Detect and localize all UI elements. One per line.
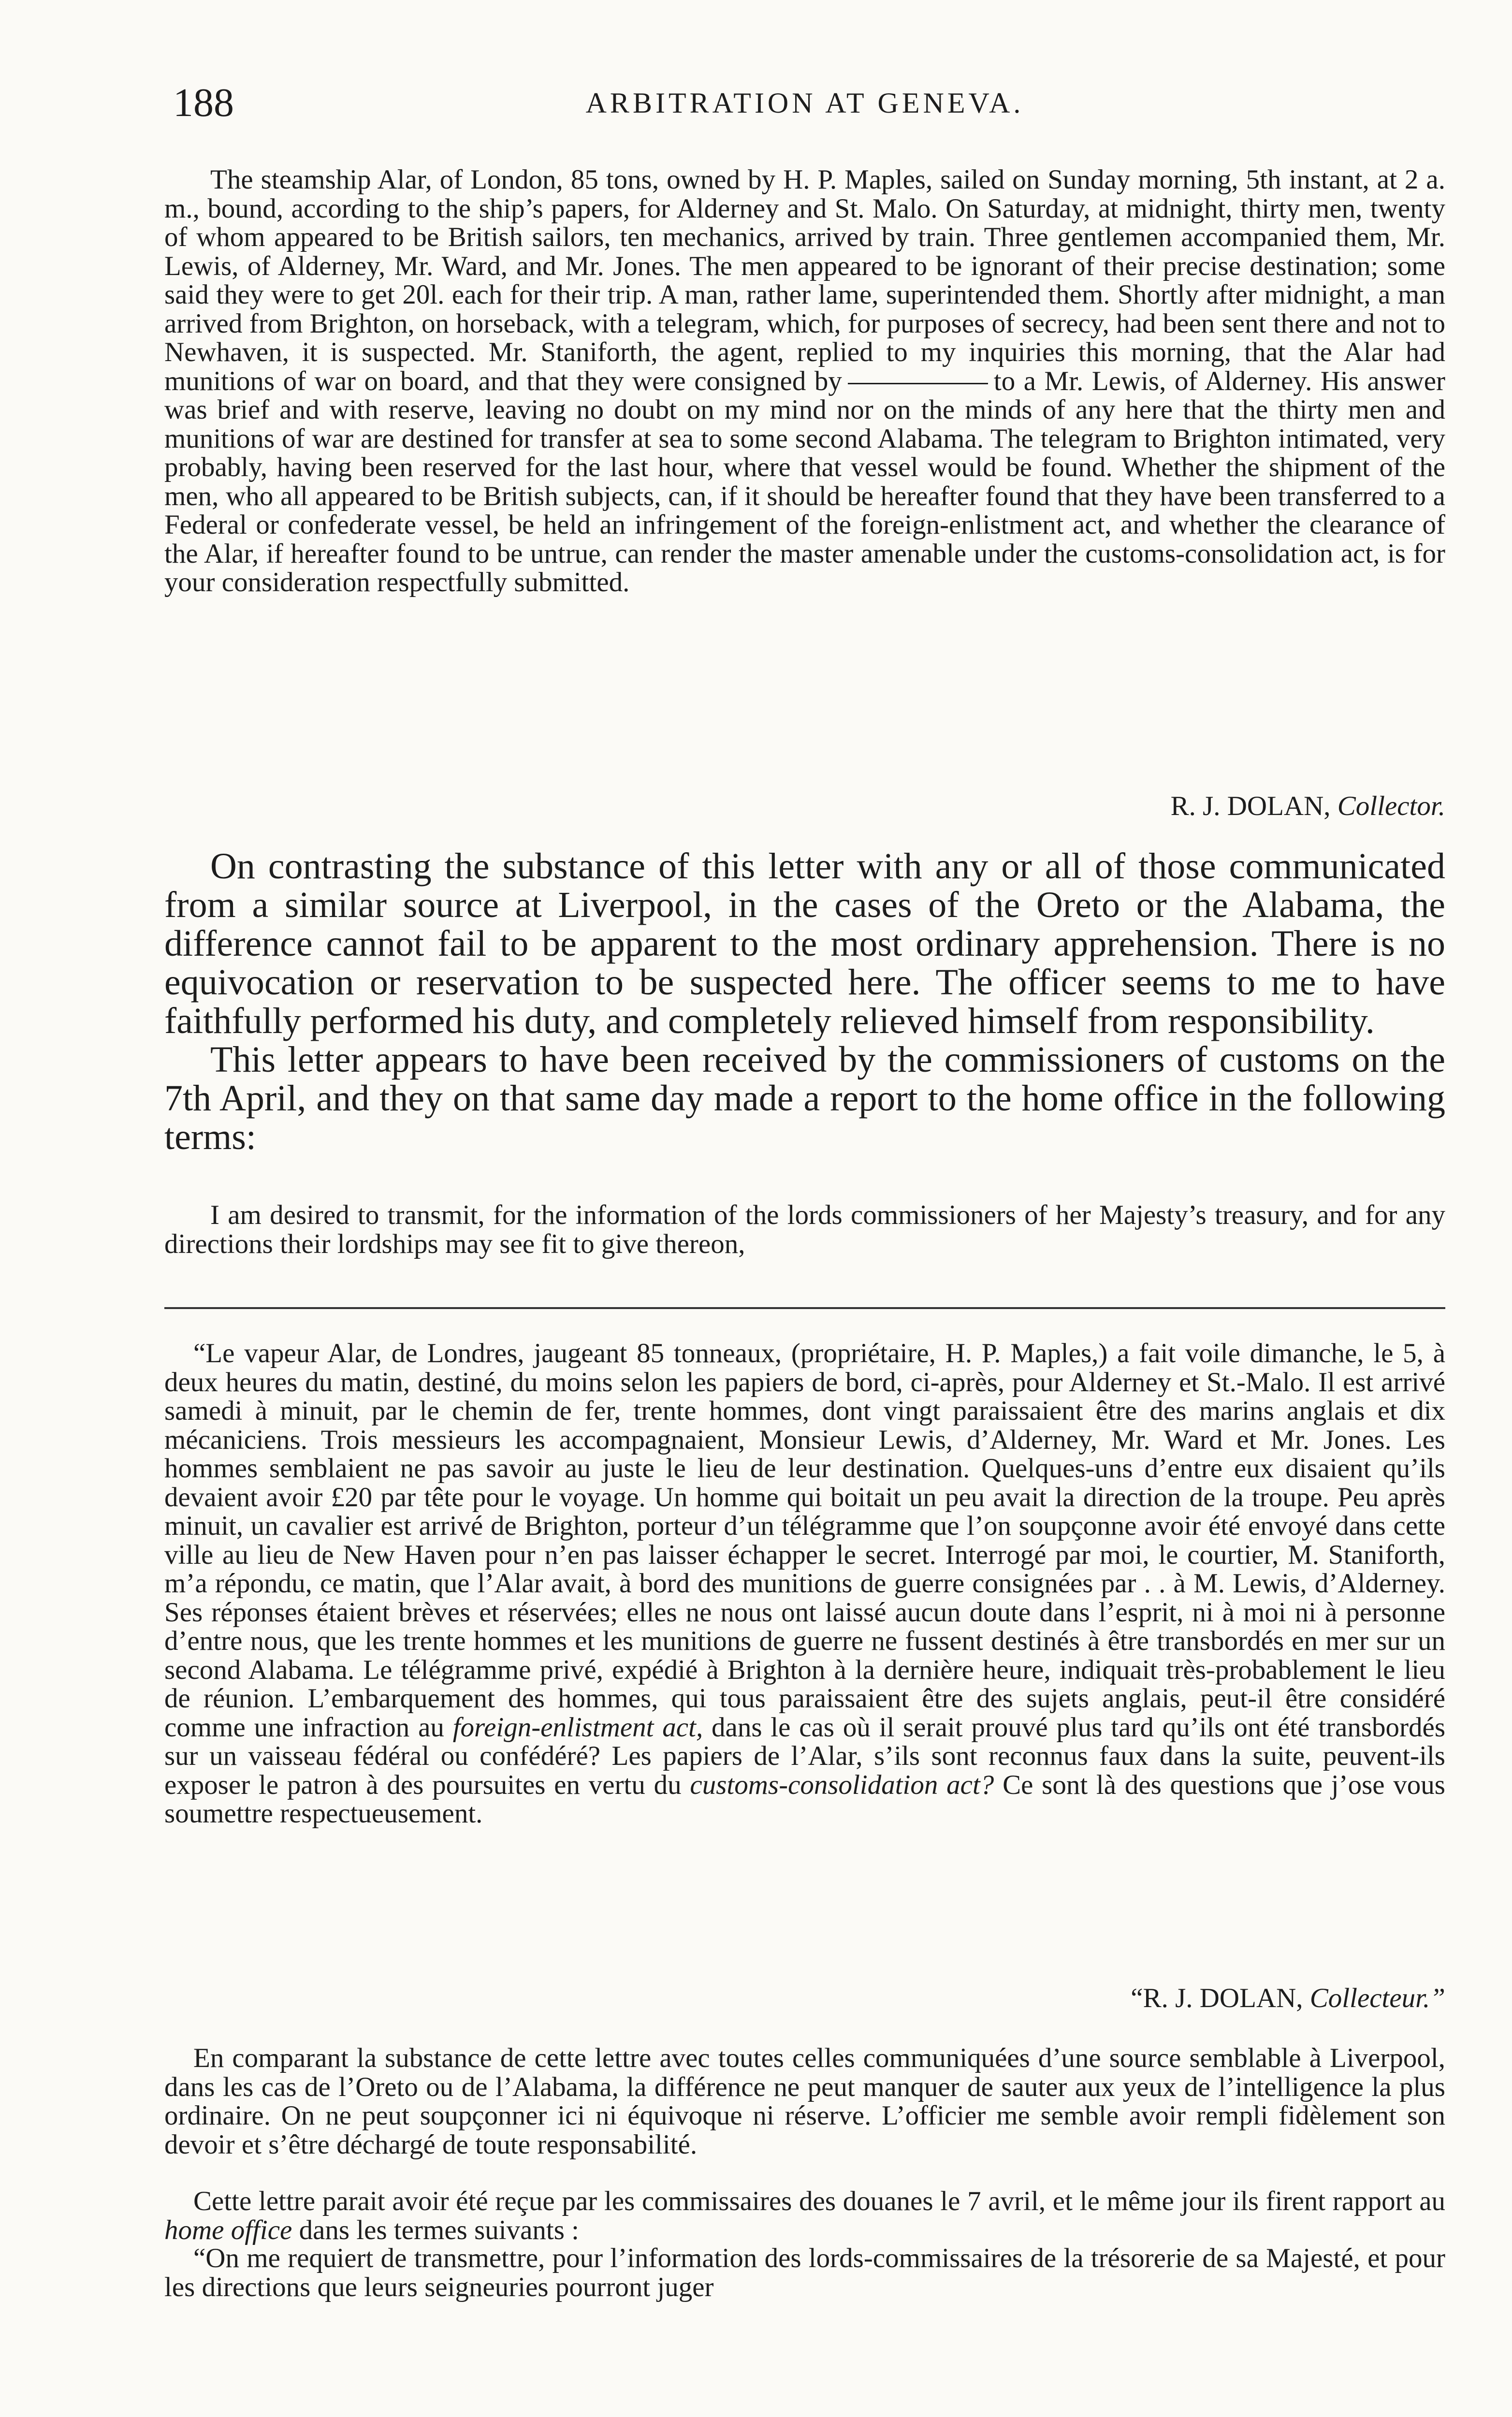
letter-text-part1: The steamship Alar, of London, 85 tons, owned by H. P. Maples, sailed on Sunday morning, 5th instant, at 2 a. m., bound, according to the ship’s papers, for Alderney and St. Malo. On Saturday, at midnight, thirty men, twenty of whom appeared to be British sailors, ten mechanics, arrived by train. Three gentlemen accompanied them, Mr. Lewis, of Alderney, Mr. Ward, and Mr. Jones. The men appeared to be ignorant of their precise destination; some said they were to get 20l. each for their trip. A man, rather lame, superintended them. Shortly after midnight, a man arrived from Brighton, on horseback, with a telegram, which, for purposes of secrecy, had been sent there and not to Newhaven, it is suspected. Mr. Staniforth, the agent, replied to my inquiries this morning, that the Alar had munitions of war on board, and that they were consigned by [164,164,1445,396]
signature-title: Collector. [1337,791,1445,821]
french-italic-foreign-enlistment: foreign-enlistment act, [452,1712,703,1743]
french-signature-title: Collecteur.” [1309,1983,1445,2013]
consignor-blank [848,383,988,384]
collector-letter [164,165,1445,597]
commentary-paragraph-1: On contrasting the substance of this letter with any or all of those communicated from a similar source at Liverpool, in the cases of the Oreto or the Alabama, the difference cannot fail to be apparent to the most ordinary apprehension. There is no equivocation or reservation to be suspected here. The officer seems to me to have faithfully performed his duty, and completely relieved himself from responsibility. [164,846,1445,1041]
french-para2-after: dans les termes suivants : [299,2214,579,2245]
french-signature-name: “R. J. DOLAN, [1131,1983,1303,2013]
french-commentary-paragraph-1: En comparant la substance de cette lettre avec toutes celles communiquées d’une source semblable à Liverpool, dans les cas de l’Oreto ou de l’Alabama, la différence ne peut manquer de sauter aux yeux de l’intelligence la plus ordinaire. On ne peut soupçonner ici ni équivoque ni réserve. L’officier me semble avoir rempli fidèlement son devoir et s’être déchargé de toute responsabilité. [164,2043,1445,2160]
footnote-rule [164,1307,1445,1309]
french-italic-customs-act: customs-consolidation act? [690,1769,994,1800]
letter-text-part2: to a Mr. Lewis, of Alderney. His answer was brief and with reserve, leaving no doubt on my mind nor on the minds of any here that the thirty men and munitions of war are destined for transfer at sea to some second Alabama. The telegram to Brighton intimated, very probably, having been reserved for the last hour, where that vessel would be found. Whether the shipment of the men, who all appeared to be British subjects, can, if it should be hereafter found that they have been transferred to a Federal or confederate vessel, be held an infringement of the foreign-enlistment act, and whether the clearance of the Alar, if hereafter found to be untrue, can render the master amenable under the customs-consolidation act, is for your consideration respectfully submitted. [164,365,1445,597]
french-signature [1131,1984,1445,2013]
signature-name: R. J. DOLAN, [1170,791,1331,821]
french-letter-part3: Ce sont là des questions que j’ose vous soumettre respectueusement. [164,1769,1445,1829]
letter-signature [1171,792,1445,821]
french-letter-part2: dans le cas où il serait prouvé plus tard qu’ils ont été transbordés sur un vaisseau fédéral ou confédéré? Les papiers de l’Alar, s’ils sont reconnus faux dans la suite, peuvent-ils exposer le patron à des poursuites en vertu du [164,1712,1446,1800]
french-commentary-paragraph-2 [164,2187,1445,2244]
french-para2-italic: home office [164,2214,292,2245]
french-letter [164,1339,1445,1828]
page-header [164,76,1445,130]
customs-report-quote: I am desired to transmit, for the information of the lords commissioners of her Majesty’s treasury, and for any directions their lordships may see fit to give thereon, [164,1200,1445,1259]
french-letter-part1: “Le vapeur Alar, de Londres, jaugeant 85 tonneaux, (propriétaire, H. P. Maples,) a fait voile dimanche, le 5, à deux heures du matin, destiné, du moins selon les papiers de bord, ci-après, pour Alderney et St.-Malo. Il est arrivé samedi à minuit, par le chemin de fer, trente hommes, dont vingt paraissaient être des marins anglais et dix mécaniciens. Trois messieurs les accompagnaient, Monsieur Lewis, d’Alderney, Mr. Ward et Mr. Jones. Les hommes semblaient ne pas savoir au juste le lieu de leur destination. Quelques-uns d’entre eux disaient qu’ils devaient avoir £20 par tête pour le voyage. Un homme qui boitait un peu avait la direction de la troupe. Peu après minuit, un cavalier est arrivé de Brighton, porteur d’un télégramme que l’on soupçonne avoir été envoyé dans cette ville au lieu de New Haven pour n’en pas laisser échapper le secret. Interrogé par moi, le courtier, M. Staniforth, m’a répondu, ce matin, que l’Alar avait, à bord des munitions de guerre consignées par . . à M. Lewis, d’Alderney. Ses réponses étaient brèves et réservées; elles ne nous ont laissé aucun doute dans l’esprit, ni à moi ni à personne d’entre nous, que les trente hommes et les munitions de guerre ne fussent destinés à être transbordés en mer sur un second Alabama. Le télégramme privé, expédié à Brighton à la dernière heure, indiquait très-probablement le lieu de réunion. L’embarquement des hommes, qui tous paraissaient être des sujets anglais, peut-il être considéré comme une infraction au [164,1338,1445,1743]
commentary-paragraph-2: This letter appears to have been received by the commissioners of customs on the 7th April, and they on that same day made a report to the home office in the following terms: [164,1039,1445,1157]
running-head: ARBITRATION AT GENEVA. [585,87,1024,119]
french-para2-before: Cette lettre parait avoir été reçue par les commissaires des douanes le 7 avril, et le même jour ils firent rapport au [193,2186,1445,2216]
french-commentary-paragraph-3: “On me requiert de transmettre, pour l’information des lords-commissaires de la trésorerie de sa Majesté, et pour les directions que leurs seigneuries pourront juger [164,2243,1445,2302]
page-number: 188 [173,80,234,125]
